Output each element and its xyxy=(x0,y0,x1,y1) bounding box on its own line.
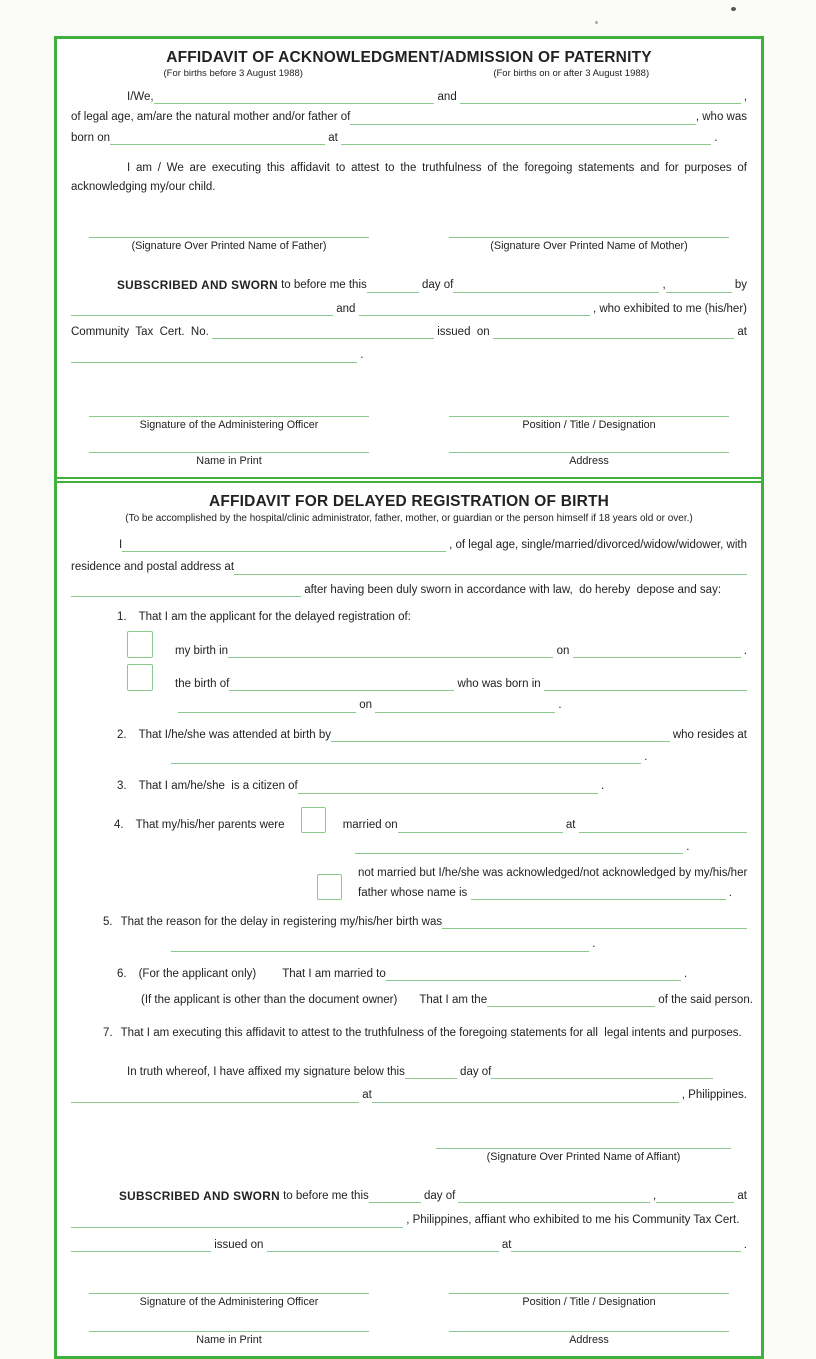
father-signature-block xyxy=(71,226,387,252)
item-4-not-married-text: . xyxy=(725,886,732,899)
blank-delay-reason-2[interactable] xyxy=(171,939,589,952)
sworn-2-text: at xyxy=(734,1189,747,1202)
officer-name-block xyxy=(71,441,387,467)
blank-officer2-signature[interactable] xyxy=(89,1282,369,1294)
blank-signed-place[interactable] xyxy=(372,1090,679,1103)
item-3-number: 3. xyxy=(117,780,127,793)
blank-marriage-date[interactable] xyxy=(398,820,563,833)
gap-spacer xyxy=(153,644,175,658)
sworn-text: , xyxy=(659,279,666,292)
item-7-text: That I am executing this affidavit to attest to the truthfulness of the foregoing statements for all legal intents and purposes. xyxy=(120,1027,742,1040)
sworn-text: day of xyxy=(418,279,454,292)
officer-name-label: Name in Print xyxy=(196,454,262,467)
sworn-text: and xyxy=(333,302,359,315)
blank-officer2-name[interactable] xyxy=(89,1320,369,1332)
gap-spacer xyxy=(256,967,282,981)
blank-sworn-name-1[interactable] xyxy=(71,303,333,316)
subscribed-sworn-heading-2: SUBSCRIBED AND SWORN xyxy=(119,1188,280,1203)
blank-child-name[interactable] xyxy=(350,112,695,125)
blank-sworn-month[interactable] xyxy=(453,280,659,293)
officer2-signature-block xyxy=(71,1282,387,1308)
father-signature-label: (Signature Over Printed Name of Father) xyxy=(131,239,327,252)
blank-marriage-place-2[interactable] xyxy=(355,841,683,854)
gap-spacer xyxy=(326,818,340,832)
delayed-intro-text: I xyxy=(119,538,123,551)
blank-attendant-address[interactable] xyxy=(171,751,641,764)
officer-position-label: Position / Title / Designation xyxy=(522,418,656,431)
blank-signed-day[interactable] xyxy=(405,1066,457,1079)
item-1a-text: . xyxy=(740,644,747,657)
officer-address-block xyxy=(431,441,747,467)
checkbox-parents-married[interactable] xyxy=(301,807,326,833)
item-6b-text: (If the applicant is other than the document owner) xyxy=(141,994,398,1007)
blank-officer-signature[interactable] xyxy=(89,405,369,417)
paternity-intro-text: born on xyxy=(71,131,111,144)
paternity-intro-text: , who was xyxy=(695,111,747,124)
item-1a-text: on xyxy=(553,644,573,657)
section-acknowledgment-paternity xyxy=(57,39,761,479)
scan-speck xyxy=(731,7,736,11)
item-4-number: 4. xyxy=(114,819,124,832)
sworn-text: to before me this xyxy=(277,279,367,292)
officer-address-label: Address xyxy=(569,454,609,467)
item-1b-text: the birth of xyxy=(175,677,230,690)
item-6-text: That I am married to xyxy=(282,967,386,980)
item-4-not-married-text: not married but I/he/she was acknowledged/not acknowledged by my/his/her xyxy=(358,867,748,880)
item-5-number: 5. xyxy=(103,915,113,928)
blank-sworn2-month[interactable] xyxy=(458,1190,649,1203)
item-4-married-text: . xyxy=(683,840,690,853)
gap-spacer xyxy=(153,677,175,691)
checkbox-birth-of-other[interactable] xyxy=(127,664,153,691)
indent-spacer xyxy=(71,538,119,552)
blank-ctc2-issue-date[interactable] xyxy=(267,1239,499,1252)
checkbox-my-birth[interactable] xyxy=(127,631,153,658)
affiant-signature-block xyxy=(436,1137,731,1163)
item-4-married-text: married on xyxy=(339,819,398,832)
paternity-title: AFFIDAVIT OF ACKNOWLEDGMENT/ADMISSION OF PATERNITY xyxy=(166,49,652,66)
blank-residence-address-2[interactable] xyxy=(71,584,301,597)
truth-text: In truth whereof, I have affixed my signature below this xyxy=(127,1065,405,1078)
indent-spacer xyxy=(71,278,117,292)
delayed-intro-text: residence and postal address at xyxy=(71,561,235,574)
item-1c-text: on xyxy=(356,699,376,712)
blank-mother-signature[interactable] xyxy=(449,226,729,238)
blank-ctc-number[interactable] xyxy=(212,326,434,339)
blank-sworn2-year[interactable] xyxy=(656,1190,734,1203)
officer-position-block xyxy=(431,405,747,431)
delayed-registration-title: AFFIDAVIT FOR DELAYED REGISTRATION OF BIRTH xyxy=(208,492,610,510)
item-4-married-text: at xyxy=(562,819,579,832)
blank-marriage-place-1[interactable] xyxy=(579,820,747,833)
delayed-intro-text: , of legal age, single/married/divorced/widow/widower, with xyxy=(445,538,747,551)
sworn-text: Community Tax Cert. No. xyxy=(71,326,213,339)
mother-signature-block xyxy=(431,226,747,252)
blank-delay-reason-1[interactable] xyxy=(442,916,747,929)
item-5-text: That the reason for the delay in registering my/his/her birth was xyxy=(120,915,443,928)
indent-spacer xyxy=(71,1065,127,1079)
caption-after-1988: (For births on or after 3 August 1988) xyxy=(493,68,650,79)
checkbox-parents-not-married[interactable] xyxy=(317,874,342,900)
item-2-text: . xyxy=(641,751,648,764)
paternity-intro-text: at xyxy=(325,131,341,144)
blank-my-birth-place[interactable] xyxy=(228,645,553,658)
blank-other-person-name[interactable] xyxy=(229,678,454,691)
sworn-2-text: . xyxy=(740,1238,747,1251)
blank-my-birth-date[interactable] xyxy=(573,645,741,658)
officer2-position-block xyxy=(431,1282,747,1308)
truth-text: day of xyxy=(456,1065,492,1078)
item-4-not-married-text: father whose name is xyxy=(358,886,471,899)
blank-affiant-name[interactable] xyxy=(122,539,446,552)
paternity-intro-text: I/We, xyxy=(127,91,154,103)
blank-sworn-year[interactable] xyxy=(666,280,732,293)
blank-officer2-position[interactable] xyxy=(449,1282,729,1294)
blank-sworn2-place[interactable] xyxy=(71,1215,403,1228)
paternity-intro-text: , xyxy=(740,91,748,103)
item-6b-text: of the said person. xyxy=(655,994,753,1007)
sworn-2-text: issued on xyxy=(211,1238,267,1251)
section-delayed-registration xyxy=(57,481,761,1356)
blank-relationship[interactable] xyxy=(487,994,655,1007)
blank-attendant-name[interactable] xyxy=(331,729,670,742)
indent-spacer xyxy=(71,1189,119,1203)
officer-signature-block xyxy=(71,405,387,431)
item-2-text: who resides at xyxy=(669,728,747,741)
item-3-text: . xyxy=(597,780,605,793)
blank-father-signature[interactable] xyxy=(89,226,369,238)
sworn-text: issued on xyxy=(434,326,493,339)
blank-birth-date[interactable] xyxy=(110,132,325,145)
paternity-intro-text: . xyxy=(711,131,718,144)
sworn-2-text: at xyxy=(498,1238,512,1251)
blank-sworn2-day[interactable] xyxy=(369,1190,421,1203)
paternity-captions xyxy=(71,68,747,79)
item-4-text: That my/his/her parents were xyxy=(135,819,285,832)
affidavit-form-page xyxy=(54,36,764,1359)
blank-sworn-day[interactable] xyxy=(367,280,419,293)
blank-father-name[interactable] xyxy=(471,887,726,900)
officer2-address-block xyxy=(431,1320,747,1346)
mother-signature-label: (Signature Over Printed Name of Mother) xyxy=(490,239,688,252)
sworn-text: by xyxy=(731,279,747,292)
blank-sworn-name-2[interactable] xyxy=(359,303,590,316)
blank-signed-month[interactable] xyxy=(491,1066,713,1079)
blank-ctc2-issue-place[interactable] xyxy=(511,1239,740,1252)
blank-citizenship[interactable] xyxy=(298,781,598,794)
officer2-name-label: Name in Print xyxy=(196,1334,262,1346)
sworn-2-text: to before me this xyxy=(279,1189,369,1202)
item-1-number: 1. xyxy=(117,610,127,623)
indent-spacer xyxy=(71,90,127,104)
sworn-2-text: , xyxy=(649,1189,657,1202)
officer2-name-block xyxy=(71,1320,387,1346)
item-6-text: (For the applicant only) xyxy=(138,967,257,980)
item-1b-text: who was born in xyxy=(454,677,544,690)
subscribed-sworn-heading: SUBSCRIBED AND SWORN xyxy=(117,277,278,292)
gap-spacer xyxy=(397,993,419,1007)
blank-spouse-name[interactable] xyxy=(386,968,681,981)
item-3-text: That I am/he/she is a citizen of xyxy=(138,780,298,793)
item-4-not-married-row xyxy=(317,866,747,900)
item-1c-text: . xyxy=(555,699,562,712)
sworn-text: at xyxy=(734,326,747,339)
scan-speck xyxy=(595,21,598,24)
blank-officer2-address[interactable] xyxy=(449,1320,729,1332)
blank-officer-name[interactable] xyxy=(89,441,369,453)
blank-affiant-signature[interactable] xyxy=(436,1137,731,1149)
blank-other-birth-date[interactable] xyxy=(375,700,555,713)
paternity-intro-text: and xyxy=(434,91,460,103)
item-2-number: 2. xyxy=(117,728,127,741)
blank-ctc-issue-place[interactable] xyxy=(71,350,357,363)
sworn-text: . xyxy=(357,349,364,362)
officer-signature-label: Signature of the Administering Officer xyxy=(139,418,319,431)
affiant-signature-label: (Signature Over Printed Name of Affiant) xyxy=(486,1150,681,1163)
blank-other-birth-place-1[interactable] xyxy=(544,678,747,691)
officer2-signature-label: Signature of the Administering Officer xyxy=(139,1296,319,1308)
item-6b-text: That I am the xyxy=(419,994,488,1007)
item-6-number: 6. xyxy=(117,967,127,980)
blank-other-birth-place-2[interactable] xyxy=(178,700,356,713)
item-2-text: That I/he/she was attended at birth by xyxy=(138,728,332,741)
item-1-text: That I am the applicant for the delayed registration of: xyxy=(138,610,411,623)
delayed-intro-text: after having been duly sworn in accordance with law, do hereby depose and say: xyxy=(301,583,722,596)
blank-officer-address[interactable] xyxy=(449,441,729,453)
item-5-text: . xyxy=(589,938,596,951)
item-1a-text: my birth in xyxy=(175,644,229,657)
gap-spacer xyxy=(285,818,301,832)
officer2-position-label: Position / Title / Designation xyxy=(522,1296,656,1308)
officer2-address-label: Address xyxy=(569,1334,609,1346)
blank-ctc2-number[interactable] xyxy=(71,1239,211,1252)
blank-ctc-issue-date[interactable] xyxy=(493,326,734,339)
blank-signed-year[interactable] xyxy=(71,1090,359,1103)
item-6-text: . xyxy=(680,967,688,980)
blank-officer-position[interactable] xyxy=(449,405,729,417)
paternity-execution-paragraph: I am / We are executing this affidavit to attest to the truthfulness of the foregoing statements and for purposes of acknowledging my/our child. xyxy=(71,162,747,193)
blank-birth-place[interactable] xyxy=(341,132,711,145)
sworn-2-text: , Philippines, affiant who exhibited to me his Community Tax Cert. xyxy=(403,1214,740,1227)
blank-declarant-2-name[interactable] xyxy=(460,91,741,104)
truth-text: , Philippines. xyxy=(678,1089,747,1102)
blank-declarant-1-name[interactable] xyxy=(154,91,435,104)
caption-before-1988: (For births before 3 August 1988) xyxy=(163,68,303,79)
delayed-registration-subtitle: (To be accomplished by the hospital/clinic administrator, father, mother, or guardian or the person himself if 18 years old or over.) xyxy=(125,512,693,524)
item-7-number: 7. xyxy=(103,1027,113,1040)
truth-text: at xyxy=(359,1089,372,1102)
paternity-intro-text: of legal age, am/are the natural mother and/or father of xyxy=(71,111,351,124)
sworn-text: , who exhibited to me (his/her) xyxy=(589,302,747,315)
sworn-2-text: day of xyxy=(420,1189,459,1202)
blank-residence-address-1[interactable] xyxy=(234,562,747,575)
